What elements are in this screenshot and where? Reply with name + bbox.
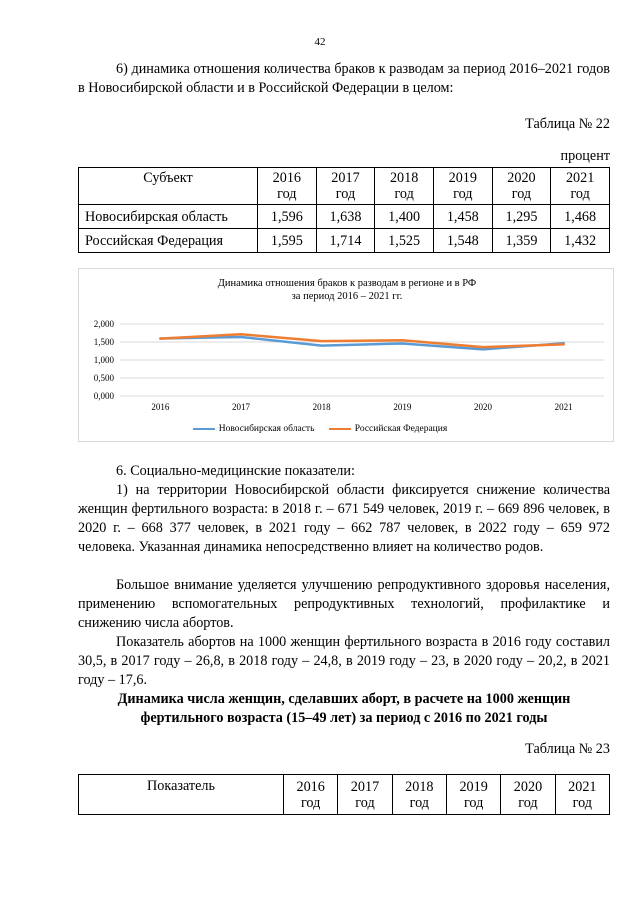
legend-item — [329, 424, 447, 434]
legend-label: Новосибирская область — [218, 424, 315, 434]
header-year: 2021 год — [555, 775, 609, 815]
section-heading — [78, 690, 610, 728]
table-cell: 1,525 — [375, 229, 434, 253]
x-tick-label: 2021 — [554, 402, 573, 412]
row-subject: Российская Федерация — [79, 229, 258, 253]
legend-swatch — [329, 428, 351, 430]
table-23 — [78, 774, 610, 815]
header-year: 2016 год — [258, 168, 317, 205]
header-year: 2017 год — [316, 168, 375, 205]
y-tick-label: 2,000 — [93, 319, 114, 329]
table-row — [79, 229, 610, 253]
table-header-row — [79, 775, 610, 815]
x-tick-label: 2018 — [312, 402, 331, 412]
paragraph: 1) на территории Новосибирской области фиксируется снижение количества женщин фертильного возраста: в 2018 г. – 671 549 человек, 2019 г. – 669 896 человек, в 2020 г. – 668 377 человек, в 2021 году – 662 787 человек, в 2022 году – 659 972 человека. Указанная динамика непосредственно влияет на количество родов. — [78, 482, 610, 555]
legend-label: Российская Федерация — [354, 424, 448, 434]
header-year: 2018 год — [392, 775, 446, 815]
table-cell: 1,714 — [316, 229, 375, 253]
table-22 — [78, 167, 610, 253]
table-header-row — [79, 168, 610, 205]
table-cell: 1,595 — [258, 229, 317, 253]
table-cell: 1,638 — [316, 205, 375, 229]
chart-legend — [0, 423, 640, 434]
header-year: 2016 год — [284, 775, 338, 815]
table-cell: 1,400 — [375, 205, 434, 229]
x-tick-label: 2020 — [474, 402, 492, 412]
paragraph: Показатель абортов на 1000 женщин фертильного возраста в 2016 году составил 30,5, в 2017 году – 26,8, в 2018 году – 24,8, в 2019 году – 23, в 2020 году – 20,2, в 2021 году – 17,6. — [78, 634, 610, 688]
chart-subtitle: за период 2016 – 2021 гг. — [291, 291, 403, 302]
table-cell: 1,295 — [492, 205, 551, 229]
table-row — [79, 205, 610, 229]
table-22-label: Таблица № 22 — [525, 116, 610, 132]
row-subject: Новосибирская область — [79, 205, 258, 229]
header-year: 2020 год — [492, 168, 551, 205]
table-23-label: Таблица № 23 — [525, 741, 610, 757]
section-6-title: 6. Социально-медицинские показатели: — [116, 463, 355, 479]
page-number: 42 — [314, 36, 326, 48]
header-year: 2017 год — [338, 775, 392, 815]
table-cell: 1,359 — [492, 229, 551, 253]
header-year: 2019 год — [433, 168, 492, 205]
legend-item — [193, 424, 315, 434]
header-year: 2018 год — [375, 168, 434, 205]
intro-paragraph: 6) динамика отношения количества браков к разводам за период 2016–2021 годов в Новосибирской области и в Российской Федерации в целом: — [78, 61, 610, 96]
y-tick-label: 1,000 — [93, 355, 114, 365]
paragraph: Большое внимание уделяется улучшению репродуктивного здоровья населения, применению вспомогательных репродуктивных технологий, профилактике и снижению числа абортов. — [78, 577, 610, 631]
legend-swatch — [193, 428, 215, 430]
table-cell: 1,468 — [551, 205, 610, 229]
table-cell: 1,548 — [433, 229, 492, 253]
heading-line: Динамика числа женщин, сделавших аборт, в расчете на 1000 женщин — [117, 691, 571, 707]
chart-title: Динамика отношения браков к разводам в регионе и в РФ — [217, 278, 477, 289]
table-cell: 1,596 — [258, 205, 317, 229]
x-tick-label: 2017 — [232, 402, 250, 412]
header-year: 2019 год — [446, 775, 500, 815]
x-tick-label: 2019 — [393, 402, 412, 412]
table-22-unit: процент — [560, 148, 610, 164]
line-chart — [78, 268, 614, 442]
header-subject: Субъект — [79, 168, 258, 205]
y-tick-label: 0,000 — [93, 391, 114, 401]
x-tick-label: 2016 — [151, 402, 170, 412]
header-year: 2021 год — [551, 168, 610, 205]
y-tick-label: 0,500 — [93, 373, 114, 383]
header-indicator: Показатель — [79, 775, 284, 815]
table-cell: 1,458 — [433, 205, 492, 229]
header-year: 2020 год — [501, 775, 555, 815]
heading-line: фертильного возраста (15–49 лет) за период с 2016 по 2021 годы — [140, 710, 548, 726]
table-cell: 1,432 — [551, 229, 610, 253]
y-tick-label: 1,500 — [93, 337, 114, 347]
